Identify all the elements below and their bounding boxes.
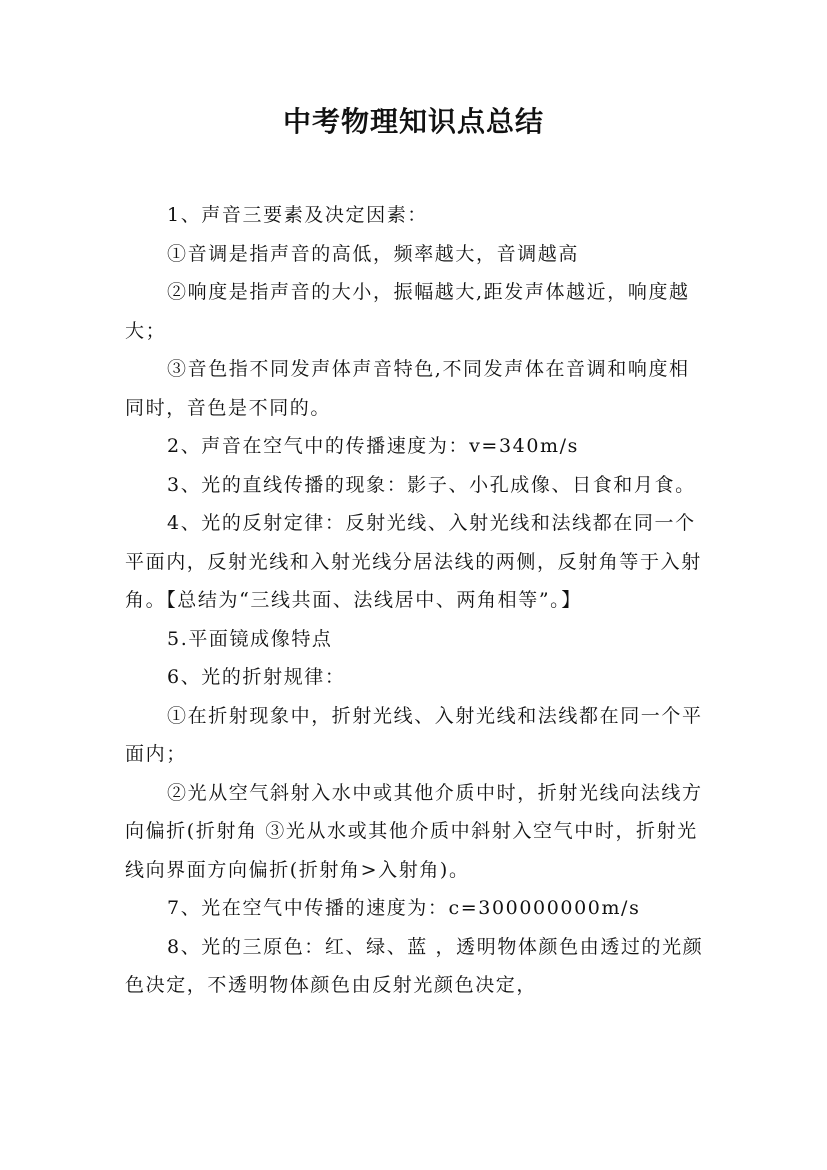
paragraph-plane-mirror: 5.平面镜成像特点: [167, 627, 333, 650]
document-title: 中考物理知识点总结: [282, 105, 544, 138]
paragraph-sound-speed: 2、声音在空气中的传播速度为：v=340m/s: [167, 435, 579, 457]
document-body: [125, 196, 705, 1005]
paragraph-reflection-law: 4、光的反射定律：反射光线、入射光线和法线都在同一个平面内，反射光线和入射光线分居法线的两侧，反射角等于入射角。【总结为“三线共面、法线居中、两角相等”。】: [125, 512, 702, 611]
paragraph-rectilinear-propagation: 3、光的直线传播的现象：影子、小孔成像、日食和月食。: [167, 473, 696, 496]
paragraph-timbre: ③音色指不同发声体声音特色,不同发声体在音调和响度相同时，音色是不同的。: [125, 358, 690, 419]
paragraph-refraction-rule-1: ①在折射现象中，折射光线、入射光线和法线都在同一个平面内；: [125, 704, 703, 765]
paragraph-pitch: ①音调是指声音的高低，频率越大，音调越高: [167, 242, 580, 265]
paragraph-refraction-heading: 6、光的折射规律：: [167, 666, 346, 688]
paragraph-1-heading: 1、声音三要素及决定因素：: [167, 204, 428, 226]
paragraph-light-speed: 7、光在空气中传播的速度为：c=300000000m/s: [167, 897, 641, 919]
paragraph-refraction-rule-2-3: ②光从空气斜射入水中或其他介质中时，折射光线向法线方向偏折(折射角 ③光从水或其他介质中斜射入空气中时，折射光线向界面方向偏折(折射角>入射角)。: [125, 781, 703, 881]
paragraph-primary-colors: 8、光的三原色：红、绿、蓝 ，透明物体颜色由透过的光颜色决定，不透明物体颜色由反射光颜色决定，: [125, 935, 704, 996]
paragraph-loudness: ②响度是指声音的大小，振幅越大,距发声体越近，响度越大；: [125, 281, 690, 342]
